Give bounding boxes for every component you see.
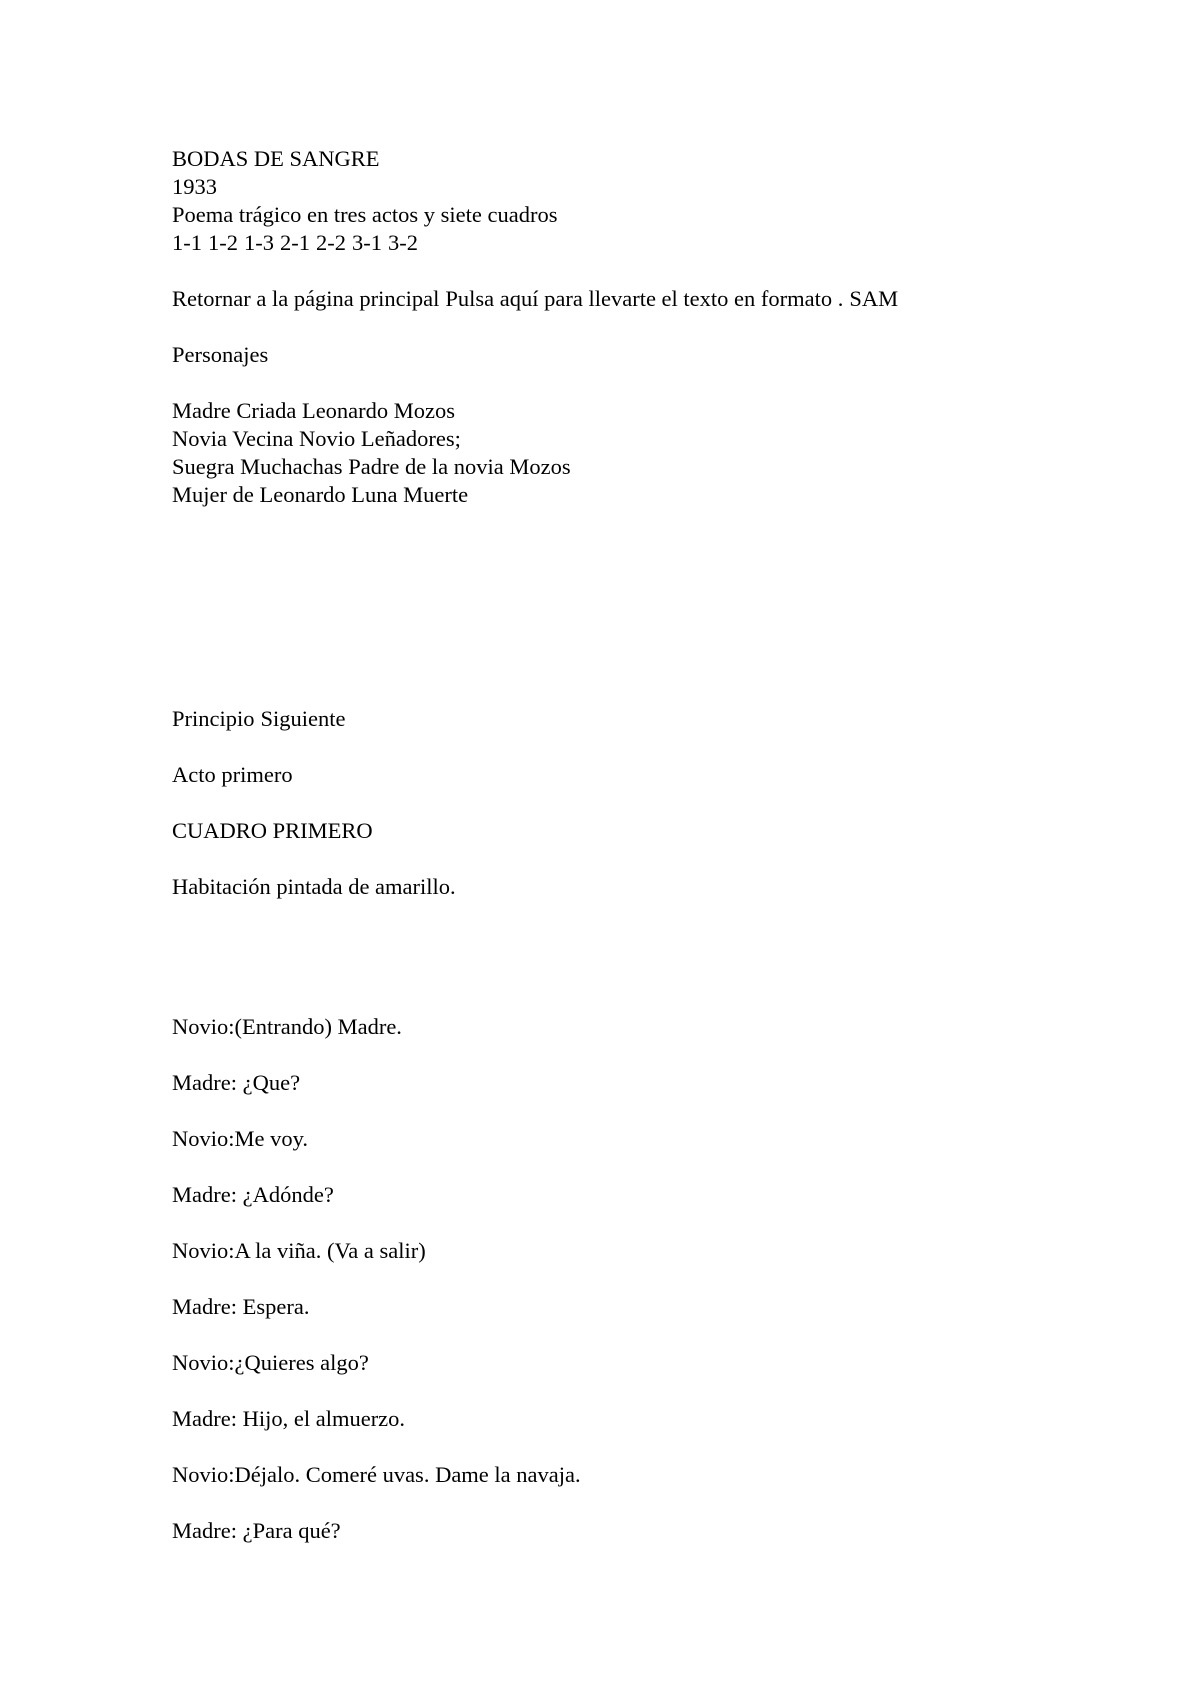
nav-links [172, 285, 1132, 313]
next-link[interactable]: Siguiente [260, 706, 346, 731]
dialogue-line: Novio:Me voy. [172, 1126, 309, 1151]
scene-link-1-1[interactable]: 1-1 [172, 230, 202, 255]
dialogue-line: Madre: ¿Para qué? [172, 1518, 341, 1543]
characters-line: Mujer de Leonardo Luna Muerte [172, 482, 469, 507]
download-text-link[interactable]: Pulsa aquí para llevarte el texto en formato . [445, 286, 844, 311]
act-heading: Acto primero [172, 762, 293, 787]
dialogue-line: Novio:Déjalo. Comeré uvas. Dame la navaja. [172, 1462, 581, 1487]
dialogue-line: Madre: ¿Adónde? [172, 1182, 334, 1207]
return-home-link[interactable]: Retornar a la página principal [172, 286, 440, 311]
scene-heading: CUADRO PRIMERO [172, 818, 373, 843]
scene-link-1-3[interactable]: 1-3 [244, 230, 274, 255]
dialogue-line: Novio:(Entrando) Madre. [172, 1014, 402, 1039]
characters-line: Novia Vecina Novio Leñadores; [172, 426, 461, 451]
scene-link-2-1[interactable]: 2-1 [280, 230, 310, 255]
play-title: BODAS DE SANGRE [172, 146, 380, 171]
scene-link-1-2[interactable]: 1-2 [208, 230, 238, 255]
play-subtitle: Poema trágico en tres actos y siete cuadros [172, 202, 558, 227]
dialogue-line: Madre: Hijo, el almuerzo. [172, 1406, 406, 1431]
play-year: 1933 [172, 174, 217, 199]
dialogue-line: Madre: Espera. [172, 1294, 310, 1319]
dialogue-line: Novio:A la viña. (Va a salir) [172, 1238, 426, 1263]
pager-links [172, 705, 1132, 733]
scene-link-2-2[interactable]: 2-2 [316, 230, 346, 255]
dialogue-line: Madre: ¿Que? [172, 1070, 301, 1095]
start-link[interactable]: Principio [172, 706, 255, 731]
dialogue-line: Novio:¿Quieres algo? [172, 1350, 369, 1375]
characters-line: Madre Criada Leonardo Mozos [172, 398, 456, 423]
scene-link-3-1[interactable]: 3-1 [352, 230, 382, 255]
sam-link[interactable]: SAM [849, 286, 899, 311]
scene-setting: Habitación pintada de amarillo. [172, 874, 456, 899]
scene-link-3-2[interactable]: 3-2 [388, 230, 418, 255]
characters-line: Suegra Muchachas Padre de la novia Mozos [172, 454, 571, 479]
document-page [172, 145, 1132, 1545]
scene-links [172, 229, 1132, 257]
characters-heading: Personajes [172, 342, 269, 367]
